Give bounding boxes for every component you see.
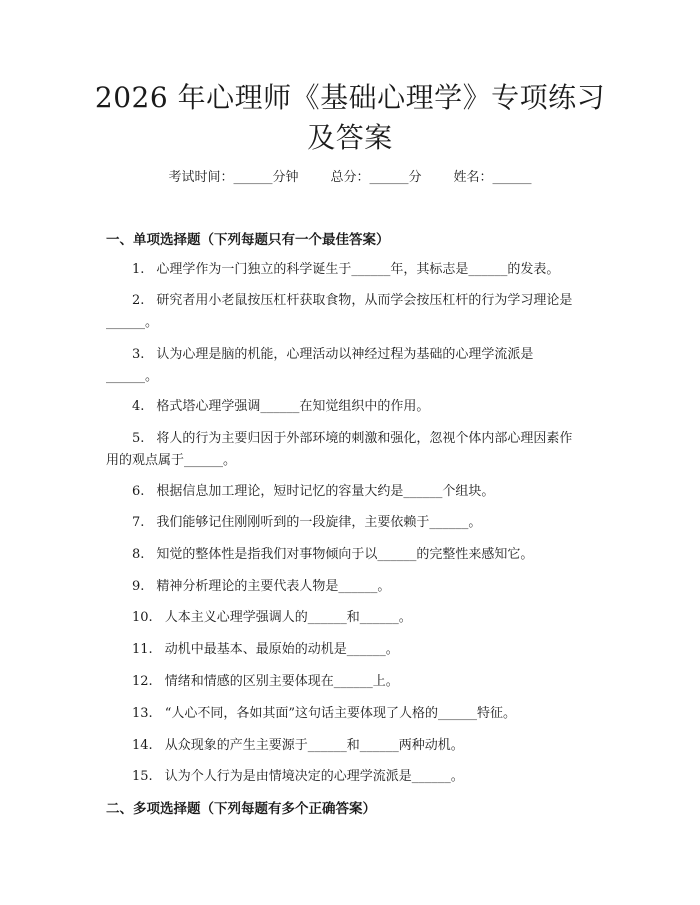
- question-text: “人心不同，各如其面”这句话主要体现了人格的______特征。: [164, 706, 516, 721]
- exam-info-line: [0, 168, 700, 188]
- question-item: [106, 671, 594, 693]
- name-field: 姓名：______: [453, 170, 532, 185]
- question-number: 8.: [132, 547, 145, 562]
- question-number: 11.: [132, 642, 153, 657]
- question-continuation: ______。: [106, 369, 159, 384]
- question-item: [106, 290, 594, 312]
- question-item: [106, 639, 594, 661]
- question-number: 13.: [132, 706, 153, 721]
- question-text: 心理学作为一门独立的科学诞生于______年，其标志是______的发表。: [156, 262, 560, 277]
- exam-time-field: 考试时间：______分钟: [168, 170, 299, 185]
- question-number: 5.: [132, 431, 145, 446]
- question-text: 格式塔心理学强调______在知觉组织中的作用。: [156, 399, 430, 414]
- question-item: [106, 396, 594, 418]
- section-heading-single-choice: 一、单项选择题（下列每题只有一个最佳答案）: [106, 232, 390, 248]
- question-number: 7.: [132, 515, 145, 530]
- total-score-field: 总分：______分: [330, 170, 422, 185]
- question-text: 研究者用小老鼠按压杠杆获取食物，从而学会按压杠杆的行为学习理论是: [156, 293, 573, 308]
- question-text: 我们能够记住刚刚听到的一段旋律，主要依赖于______。: [156, 515, 482, 530]
- question-item: [106, 607, 594, 629]
- question-item: [106, 576, 594, 598]
- question-text: 将人的行为主要归因于外部环境的刺激和强化，忽视个体内部心理因素作: [156, 431, 573, 446]
- question-text: 知觉的整体性是指我们对事物倾向于以______的完整性来感知它。: [156, 547, 534, 562]
- question-text: 根据信息加工理论，短时记忆的容量大约是______个组块。: [156, 484, 495, 499]
- question-text: 动机中最基本、最原始的动机是______。: [164, 642, 399, 657]
- question-item: [106, 544, 594, 566]
- question-item: [106, 735, 594, 757]
- question-item: [106, 703, 594, 725]
- document-title: 2026 年心理师《基础心理学》专项练习及答案: [94, 81, 606, 154]
- question-number: 1.: [132, 262, 145, 277]
- question-continuation: 用的观点属于______。: [106, 453, 237, 468]
- question-item: [106, 428, 594, 450]
- question-continuation: ______。: [106, 315, 159, 330]
- question-text: 人本主义心理学强调人的______和______。: [164, 610, 412, 625]
- question-text: 认为心理是脑的机能，心理活动以神经过程为基础的心理学流派是: [156, 347, 534, 362]
- question-item: [106, 481, 594, 503]
- question-number: 6.: [132, 484, 145, 499]
- question-number: 9.: [132, 579, 145, 594]
- question-text: 认为个人行为是由情境决定的心理学流派是______。: [164, 769, 464, 784]
- question-item: [106, 344, 594, 366]
- question-text: 精神分析理论的主要代表人物是______。: [156, 579, 391, 594]
- question-item: [106, 259, 594, 281]
- question-number: 4.: [132, 399, 145, 414]
- question-text: 情绪和情感的区别主要体现在______上。: [164, 674, 399, 689]
- section-heading-multiple-choice: 二、多项选择题（下列每题有多个正确答案）: [106, 801, 376, 817]
- question-number: 12.: [132, 674, 153, 689]
- question-item: [106, 512, 594, 534]
- question-number: 3.: [132, 347, 145, 362]
- question-number: 2.: [132, 293, 145, 308]
- question-text: 从众现象的产生主要源于______和______两种动机。: [164, 738, 464, 753]
- question-number: 15.: [132, 769, 153, 784]
- question-number: 14.: [132, 738, 153, 753]
- question-number: 10.: [132, 610, 153, 625]
- question-item: [106, 766, 594, 788]
